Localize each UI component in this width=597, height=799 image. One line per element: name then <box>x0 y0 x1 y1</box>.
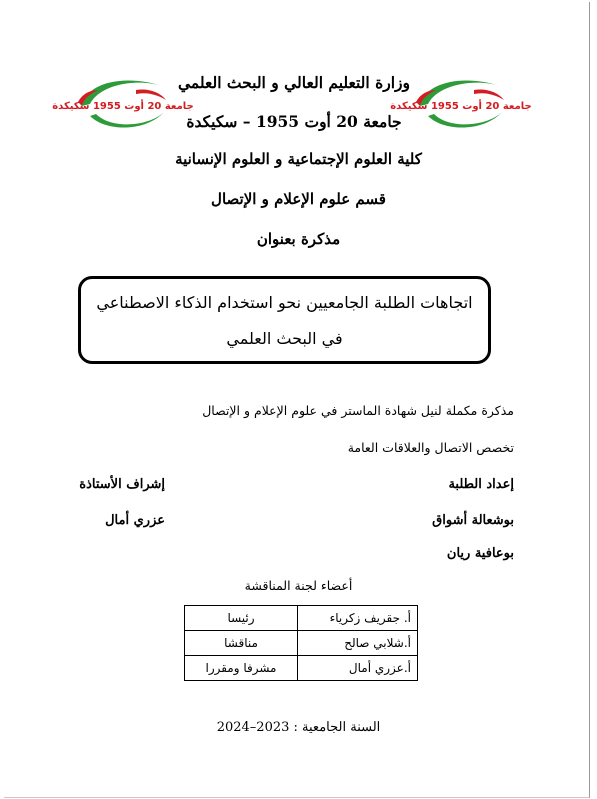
department-heading: قسم علوم الإعلام و الإتصال <box>211 190 386 208</box>
specialty-line: تخصص الاتصال والعلاقات العامة <box>347 440 514 455</box>
table-row <box>185 606 418 631</box>
logo-text: جامعة 20 أوت 1955 سكيكدة <box>52 101 194 112</box>
university-heading: جامعة 20 أوت 1955 – سكيكدة <box>186 112 402 131</box>
committee-member-name: أ.عزري أمال <box>298 656 418 681</box>
committee-title: أعضاء لجنة المناقشة <box>244 578 353 593</box>
thesis-title-line-1: اتجاهات الطلبة الجامعيين نحو استخدام الذكاء الاصطناعي <box>96 293 473 312</box>
university-logo-icon <box>52 72 194 134</box>
committee-member-role: مناقشا <box>185 631 298 656</box>
university-logo-right <box>390 72 532 134</box>
academic-year: السنة الجامعية : 2023–2024 <box>216 720 381 735</box>
faculty-heading: كلية العلوم الإجتماعية و العلوم الإنسانية <box>175 150 422 168</box>
prepared-by-label: إعداد الطلبة <box>448 477 514 492</box>
university-logo-left <box>52 72 194 134</box>
logo-text: جامعة 20 أوت 1955 سكيكدة <box>390 101 532 112</box>
table-row <box>185 631 418 656</box>
thesis-title-box <box>78 276 491 364</box>
committee-member-name: أ. جقريف زكرياء <box>298 606 418 631</box>
committee-member-role: رئيسا <box>185 606 298 631</box>
committee-member-role: مشرفا ومقررا <box>185 656 298 681</box>
student-name: بوعافية ريان <box>446 546 514 561</box>
table-row <box>185 656 418 681</box>
committee-table <box>184 605 418 681</box>
committee-member-name: أ.شلابي صالح <box>298 631 418 656</box>
university-logo-icon <box>390 72 532 134</box>
memo-label: مذكرة بعنوان <box>256 230 341 248</box>
supervisor-name: عزري أمال <box>105 513 165 528</box>
supervision-label: إشراف الأستاذة <box>79 477 165 492</box>
student-name: بوشعالة أشواق <box>432 513 514 528</box>
ministry-heading: وزارة التعليم العالي و البحث العلمي <box>178 73 410 92</box>
thesis-title-line-2: في البحث العلمي <box>226 329 343 348</box>
degree-statement: مذكرة مكملة لنيل شهادة الماستر في علوم الإعلام و الإتصال <box>202 403 514 418</box>
